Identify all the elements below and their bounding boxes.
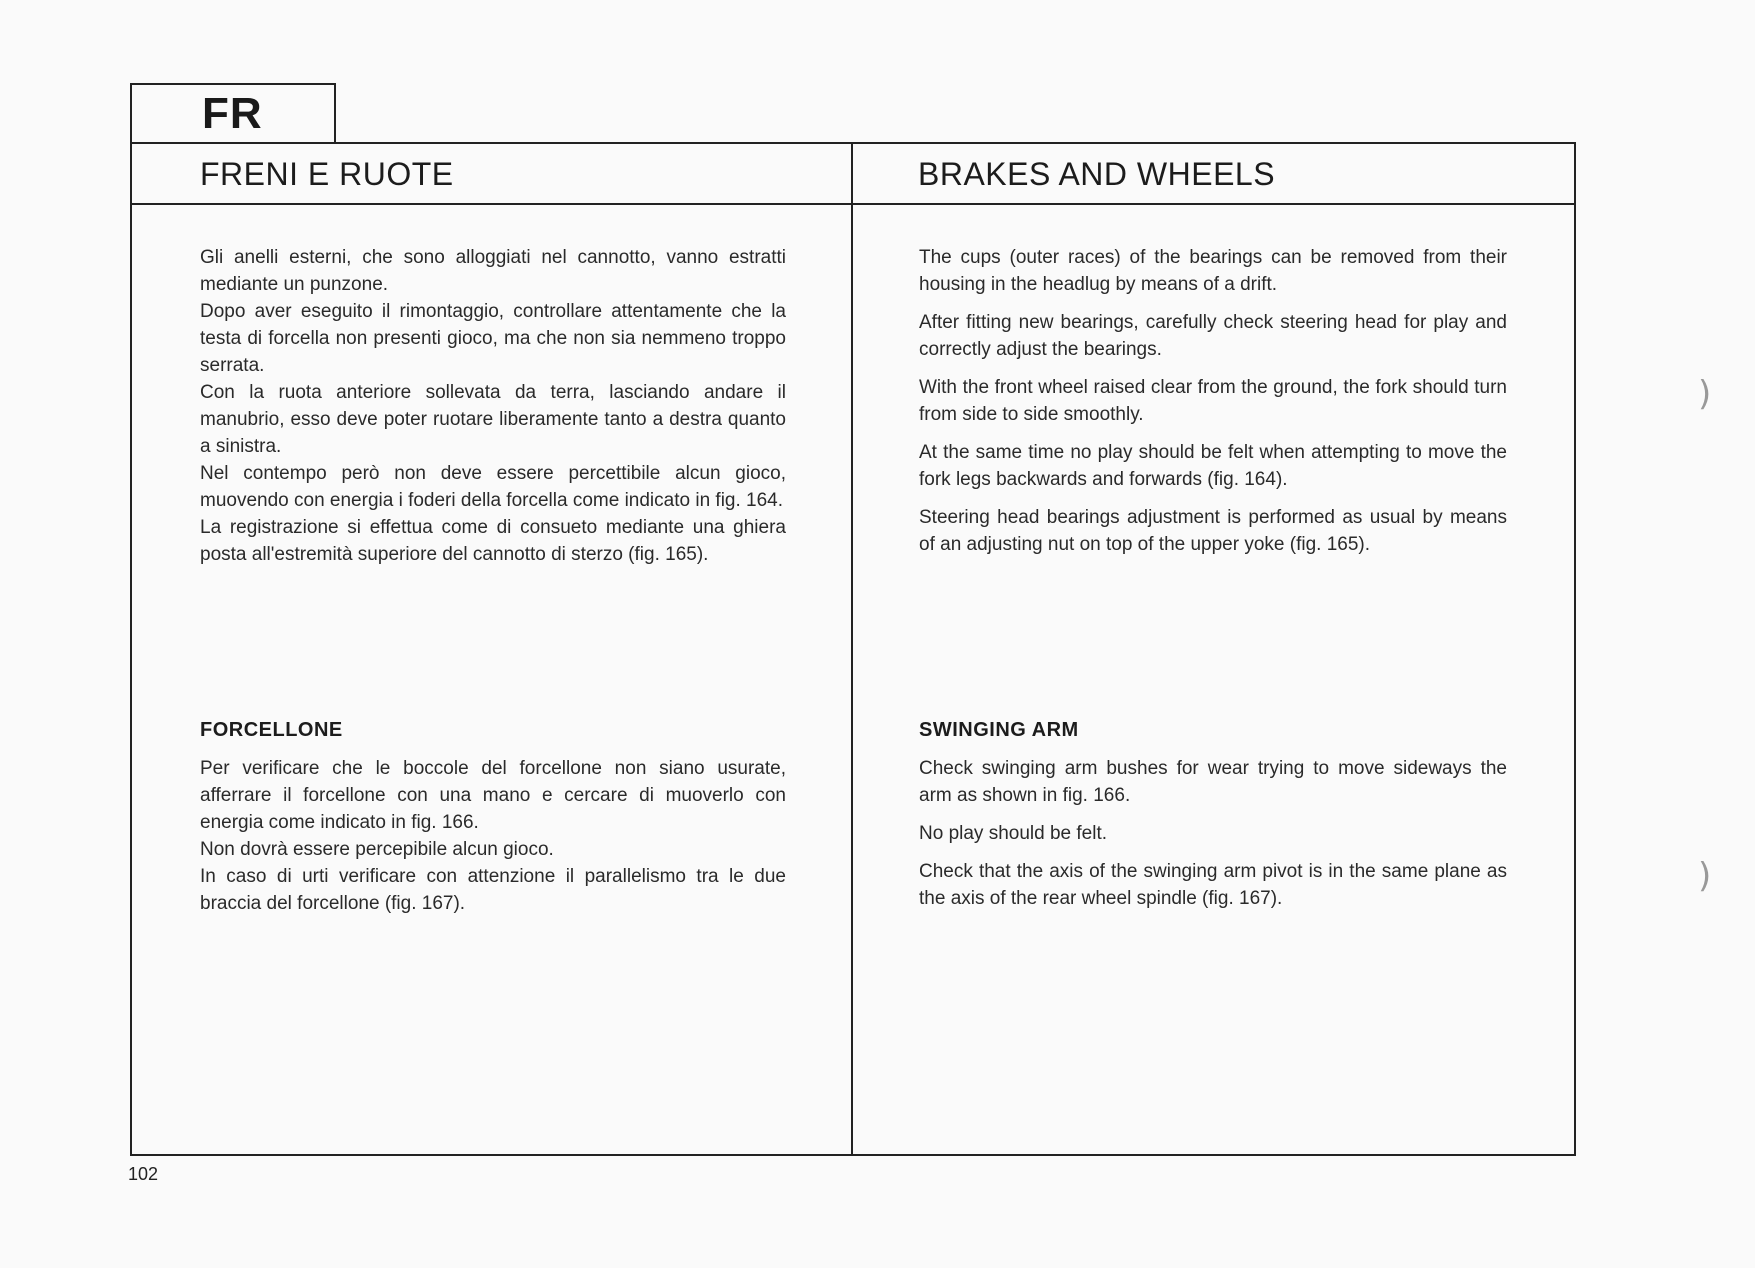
left-paragraph: Dopo aver eseguito il rimontaggio, controllare attentamente che la testa di forcella non presenti gioco, ma che non sia nemmeno troppo serrata.: [200, 301, 786, 376]
left-sub-text: [200, 755, 786, 917]
header-divider: [130, 203, 1576, 205]
left-paragraph: La registrazione si effettua come di consueto mediante una ghiera posta all'estremità superiore del cannotto di sterzo (fig. 165).: [200, 517, 786, 565]
binder-hole-mark-icon: ): [1698, 856, 1712, 896]
right-paragraph: At the same time no play should be felt when attempting to move the fork legs backwards and forwards (fig. 164).: [919, 442, 1507, 490]
left-section-title: FRENI E RUOTE: [200, 156, 454, 192]
right-paragraph: The cups (outer races) of the bearings can be removed from their housing in the headlug by means of a drift.: [919, 247, 1507, 295]
chapter-tab-label: FR: [202, 89, 263, 138]
left-paragraph: Nel contempo però non deve essere percettibile alcun gioco, muovendo con energia i foderi della forcella come indicato in fig. 164.: [200, 463, 786, 511]
left-sub-paragraph: Per verificare che le boccole del forcellone non siano usurate, afferrare il forcellone con una mano e cercare di muoverlo con energia come indicato in fig. 166.: [200, 758, 786, 833]
left-subheading: FORCELLONE: [200, 719, 343, 741]
right-paragraph: With the front wheel raised clear from the ground, the fork should turn from side to side smoothly.: [919, 377, 1507, 425]
left-sub-paragraph: Non dovrà essere percepibile alcun gioco.: [200, 839, 554, 860]
left-paragraph: Con la ruota anteriore sollevata da terra, lasciando andare il manubrio, esso deve poter ruotare liberamente tanto a destra quanto a sinistra.: [200, 382, 786, 457]
left-main-text: [200, 244, 786, 568]
right-main-text: [919, 244, 1507, 569]
right-sub-paragraph: No play should be felt.: [919, 823, 1108, 844]
binder-hole-mark-icon: ): [1698, 374, 1712, 414]
left-sub-paragraph: In caso di urti verificare con attenzione il parallelismo tra le due braccia del forcellone (fig. 167).: [200, 866, 786, 914]
right-paragraph: Steering head bearings adjustment is performed as usual by means of an adjusting nut on top of the upper yoke (fig. 165).: [919, 507, 1507, 555]
right-subheading: SWINGING ARM: [919, 719, 1079, 741]
right-section-title: BRAKES AND WHEELS: [918, 156, 1276, 192]
right-sub-paragraph: Check swinging arm bushes for wear trying to move sideways the arm as shown in fig. 166.: [919, 758, 1507, 806]
page-number: 102: [128, 1164, 159, 1184]
left-paragraph: Gli anelli esterni, che sono alloggiati nel cannotto, vanno estratti mediante un punzone.: [200, 247, 786, 295]
right-sub-text: [919, 755, 1507, 923]
right-sub-paragraph: Check that the axis of the swinging arm pivot is in the same plane as the axis of the rear wheel spindle (fig. 167).: [919, 861, 1507, 909]
chapter-tab: [130, 83, 336, 142]
column-divider: [851, 142, 853, 1156]
right-paragraph: After fitting new bearings, carefully check steering head for play and correctly adjust the bearings.: [919, 312, 1507, 360]
